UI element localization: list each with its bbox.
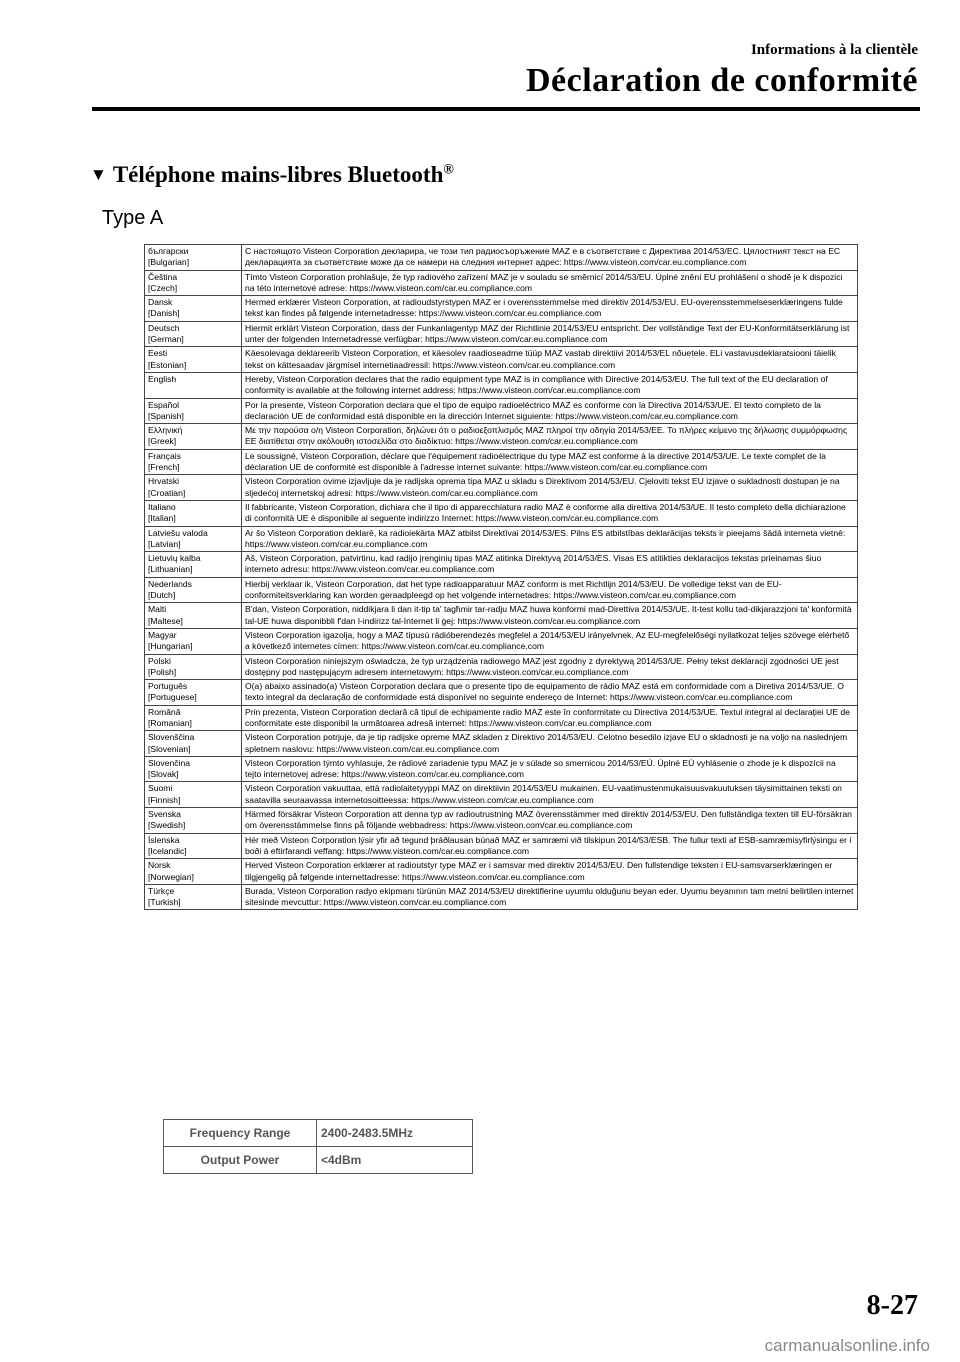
language-cell [145, 884, 242, 910]
language-name: Polski [148, 655, 171, 666]
language-cell [145, 782, 242, 808]
spec-value: 2400-2483.5MHz [317, 1120, 473, 1147]
table-row [145, 245, 858, 271]
language-name: Français [148, 450, 181, 461]
language-name-english: [Croatian] [148, 487, 186, 498]
language-name: Malti [148, 604, 167, 615]
table-row [145, 475, 858, 501]
registered-mark: ® [443, 162, 454, 178]
language-name: Slovenščina [148, 732, 195, 743]
declaration-text: Με την παρούσα ο/η Visteon Corporation, δηλώνει ότι ο ραδιοεξοπλισμός MAZ πληροί την οδηγία 2014/53/ΕΕ. Το πλήρες κείμενο της δήλωσης συμμόρφωσης ΕΕ διατίθεται στην ακόλουθη ιστοσελίδα στο διαδίκτυο: https://www.visteon.com/car.eu.compliance.com [242, 424, 858, 450]
language-name-english: [Romanian] [148, 717, 192, 728]
language-name-english: [German] [148, 334, 184, 345]
language-name: Suomi [148, 783, 173, 794]
language-cell [145, 347, 242, 373]
table-row [145, 782, 858, 808]
language-cell [145, 628, 242, 654]
language-name: Eesti [148, 348, 168, 359]
table-row [145, 321, 858, 347]
spec-key: Output Power [164, 1147, 317, 1174]
language-name: Íslenska [148, 834, 180, 845]
declaration-text: Le soussigné, Visteon Corporation, déclare que l'équipement radioélectrique du type MAZ est conforme à la directive 2014/53/UE. Le texte complet de la déclaration UE de conformité est disponible à l'adresse internet suivante: https://www.visteon.com/car.eu.compliance.com [242, 449, 858, 475]
language-name-english: [Spanish] [148, 410, 184, 421]
table-row [145, 603, 858, 629]
spec-row [164, 1120, 473, 1147]
declaration-text: Aš, Visteon Corporation, patvirtinu, kad radijo įrenginių tipas MAZ atitinka Direktyvą 2014/53/ES. Visas ES atitikties deklaracijos tekstas prieinamas šiuo interneto adresu: https://www.visteon.com/car.eu.compliance.com [242, 552, 858, 578]
declaration-text: Il fabbricante, Visteon Corporation, dichiara che il tipo di apparecchiatura radio MAZ è conforme alla direttiva 2014/53/UE. Il testo completo della dichiarazione di conformità UE è disponibile al seguente indirizzo Internet: https://www.visteon.com/car.eu.compliance.com [242, 500, 858, 526]
language-name-english: [Italian] [148, 513, 176, 524]
declaration-text: Por la presente, Visteon Corporation declara que el tipo de equipo radioeléctrico MAZ es conforme con la Directiva 2014/53/UE. El texto completo de la declaración UE de conformidad está disponible en la dirección Internet siguiente: https://www.visteon.com/car.eu.compliance.com [242, 398, 858, 424]
declaration-text: Visteon Corporation týmto vyhlasuje, že rádiové zariadenie typu MAZ je v súlade so smernicou 2014/53/EÚ. Úplné EÚ vyhlásenie o zhode je k dispozícii na tejto internetovej adrese: https://www.visteon.com/car.eu.compliance.com [242, 756, 858, 782]
language-name-english: [Slovak] [148, 769, 179, 780]
table-row [145, 859, 858, 885]
language-cell [145, 424, 242, 450]
language-name-english: [Portuguese] [148, 692, 197, 703]
language-name-english: [Hungarian] [148, 641, 193, 652]
language-name: Dansk [148, 297, 173, 308]
triangle-down-icon: ▼ [90, 165, 107, 184]
language-name-english: [Icelandic] [148, 845, 187, 856]
language-cell [145, 705, 242, 731]
watermark: carmanualsonline.info [764, 1336, 930, 1355]
spec-row [164, 1147, 473, 1174]
declaration-text: Burada, Visteon Corporation radyo ekipmanı türünün MAZ 2014/53/EU direktiflerine uyumlu olduğunu beyan eder. Uyumu beyanının tam metni belirtilen internet sitesinde mevcuttur: https://www.visteon.com/car.eu.compliance.com [242, 884, 858, 910]
declaration-text: Härmed försäkrar Visteon Corporation att denna typ av radioutrustning MAZ överensstämmer med direktiv 2014/53/EU. Den fullständiga texten till EU-försäkran om överensstämmelse finns på följande webbadress: https://www.visteon.com/car.eu.compliance.com [242, 808, 858, 834]
language-name-english: [Maltese] [148, 615, 183, 626]
table-row [145, 884, 858, 910]
table-row [145, 654, 858, 680]
table-row [145, 756, 858, 782]
page-title: Déclaration de conformité [525, 62, 918, 99]
declaration-text: Ar šo Visteon Corporation deklarē, ka radioiekārta MAZ atbilst Direktīvai 2014/53/ES. Pilns ES atbilstības deklarācijas teksts ir pieejams šādā interneta vietnē: https://www.visteon.com/car.eu.compliance.com [242, 526, 858, 552]
language-name-english: [Polish] [148, 666, 177, 677]
language-name: Ελληνική [148, 425, 183, 436]
spec-value: <4dBm [317, 1147, 473, 1174]
page-number: 8-27 [866, 1290, 918, 1321]
table-row [145, 577, 858, 603]
language-cell [145, 321, 242, 347]
declaration-text: Visteon Corporation ovime izjavljuje da je radijska oprema tipa MAZ u skladu s Direktivom 2014/53/EU. Cjeloviti tekst EU izjave o sukladnosti dostupan je na sljedećoj internetskoj adresi: https://www.visteon.com/car.eu.compliance.com [242, 475, 858, 501]
declaration-text: Hiermit erklärt Visteon Corporation, dass der Funkanlagentyp MAZ der Richtlinie 2014/53/EU entspricht. Der vollständige Text der EU-Konformitätserklärung ist unter der folgenden Internetadresse verfügbar: https://www.visteon.com/car.eu.compliance.com [242, 321, 858, 347]
header-subtitle: Informations à la clientèle [750, 42, 918, 58]
language-cell [145, 859, 242, 885]
language-cell [145, 296, 242, 322]
table-row [145, 398, 858, 424]
language-cell [145, 552, 242, 578]
language-name: Deutsch [148, 322, 180, 333]
language-name: Svenska [148, 809, 181, 820]
language-name: Lietuvių kalba [148, 553, 201, 564]
language-cell [145, 398, 242, 424]
spec-key: Frequency Range [164, 1120, 317, 1147]
language-cell [145, 680, 242, 706]
language-name-english: [Greek] [148, 436, 177, 447]
type-label: Type A [102, 207, 164, 229]
declaration-text: Visteon Corporation potrjuje, da je tip radijske opreme MAZ skladen z Direktivo 2014/53/EU. Celotno besedilo izjave EU o skladnosti je na voljo na naslednjem spletnem naslovu: https://www.visteon.com/car.eu.compliance.com [242, 731, 858, 757]
table-row [145, 526, 858, 552]
declaration-text: Käesolevaga deklareerib Visteon Corporation, et käesolev raadioseadme tüüp MAZ vastab direktiivi 2014/53/EL nõuetele. ELi vastavusdeklaratsiooni täielik tekst on kättesaadav järgmisel internetiaadressil: https://www.visteon.com/car.eu.compliance.com [242, 347, 858, 373]
language-name-english: [Bulgarian] [148, 257, 190, 268]
declaration-text: Visteon Corporation niniejszym oświadcza, że typ urządzenia radiowego MAZ jest zgodny z dyrektywą 2014/53/UE. Pełny tekst deklaracji zgodności UE jest dostępny pod następującym adresem internetowym: https://www.visteon.com/car.eu.compliance.com [242, 654, 858, 680]
language-name-english: [Finnish] [148, 794, 181, 805]
language-cell [145, 449, 242, 475]
declaration-text: Hereby, Visteon Corporation declares that the radio equipment type MAZ is in compliance with Directive 2014/53/EU. The full text of the EU declaration of conformity is available at the following internet address: https://www.visteon.com/car.eu.compliance.com [242, 372, 858, 398]
language-name-english: [Turkish] [148, 897, 181, 908]
language-cell [145, 808, 242, 834]
declaration-table [144, 244, 858, 910]
declaration-text: Herved Visteon Corporation erklærer at radioutstyr type MAZ er i samsvar med direktiv 2014/53/EU. Den fullstendige teksten i EU-samsvarserklæringen er tilgjengelig på følgende internettadresse: https://www.visteon.com/car.eu.compliance.com [242, 859, 858, 885]
declaration-text: Prin prezenta, Visteon Corporation declară că tipul de echipamente radio MAZ este în conformitate cu Directiva 2014/53/UE. Textul integral al declarației UE de conformitate este disponibil la următoarea adresă internet: https://www.visteon.com/car.eu.compliance.com [242, 705, 858, 731]
language-cell [145, 654, 242, 680]
language-cell [145, 731, 242, 757]
language-name: български [148, 246, 189, 256]
language-name: Slovenčina [148, 757, 191, 768]
table-row [145, 680, 858, 706]
language-name: Português [148, 681, 188, 692]
declaration-text: Hér með Visteon Corporation lýsir yfir að tegund þráðlausan búnað MAZ er samræmi við tilskipun 2014/53/ESB. The fullur texti af ESB-samræmisyfirlýsingu er í boði á eftirfarandi veffang: https://www.visteon.com/car.eu.compliance.com [242, 833, 858, 859]
language-name: Čeština [148, 271, 178, 282]
table-row [145, 372, 858, 398]
language-name-english: [Latvian] [148, 538, 181, 549]
language-name: Română [148, 706, 181, 717]
table-row [145, 424, 858, 450]
table-row [145, 552, 858, 578]
language-name-english: [French] [148, 462, 180, 473]
language-cell [145, 603, 242, 629]
language-name: Magyar [148, 629, 177, 640]
table-row [145, 833, 858, 859]
table-row [145, 731, 858, 757]
table-row [145, 347, 858, 373]
table-row [145, 270, 858, 296]
language-name: Español [148, 399, 180, 410]
language-cell [145, 500, 242, 526]
language-name: Italiano [148, 501, 176, 512]
declaration-text: B'dan, Visteon Corporation, niddikjara li dan it-tip ta' tagħmir tar-radju MAZ huwa konformi mad-Direttiva 2014/53/UE. It-test kollu tad-dikjarazzjoni ta' konformità tal-UE huwa disponibbli f'dan l-indirizz tal-Internet li ġej: https://www.visteon.com/car.eu.compliance.com [242, 603, 858, 629]
declaration-text: С настоящото Visteon Corporation декларира, че този тип радиосъоръжение MAZ е в съответствие с Директива 2014/53/ЕС. Цялостният текст на ЕС декларацията за съответствие може да се намери на следния интернет адрес: https://www.visteon.com/car.eu.compliance.com [242, 245, 858, 271]
language-cell [145, 756, 242, 782]
language-cell [145, 270, 242, 296]
table-row [145, 705, 858, 731]
language-name: Türkçe [148, 885, 175, 896]
language-cell [145, 245, 242, 271]
declaration-text: Hermed erklærer Visteon Corporation, at radioudstyrstypen MAZ er i overensstemmelse med direktiv 2014/53/EU. EU-overensstemmelseserklæringens fulde tekst kan findes på følgende internetadresse: https://www.visteon.com/car.eu.compliance.com [242, 296, 858, 322]
table-row [145, 449, 858, 475]
language-name-english: [Estonian] [148, 359, 187, 370]
language-name: Norsk [148, 860, 171, 871]
language-name: Hrvatski [148, 476, 180, 487]
declaration-text: O(a) abaixo assinado(a) Visteon Corporation declara que o presente tipo de equipamento de rádio MAZ está em conformidade com a Diretiva 2014/53/UE. O texto integral da declaração de conformidade está disponível no seguinte endereço de Internet: https://www.visteon.com/car.eu.compliance.com [242, 680, 858, 706]
language-name-english: [Slovenian] [148, 743, 191, 754]
table-row [145, 500, 858, 526]
section-heading [90, 162, 454, 188]
language-name-english: [Danish] [148, 308, 180, 319]
language-cell [145, 526, 242, 552]
language-name-english: [Lithuanian] [148, 564, 193, 575]
table-row [145, 808, 858, 834]
section-title: Téléphone mains-libres Bluetooth [112, 162, 444, 187]
language-cell [145, 833, 242, 859]
spec-table [163, 1119, 473, 1174]
language-cell [145, 372, 242, 398]
header-rule [92, 107, 920, 111]
declaration-text: Visteon Corporation vakuuttaa, että radiolaitetyyppi MAZ on direktiivin 2014/53/EU mukainen. EU-vaatimustenmukaisuusvakuutuksen täysimittainen teksti on saatavilla seuraavassa internetosoitteessa: https://www.visteon.com/car.eu.compliance.com [242, 782, 858, 808]
language-cell [145, 577, 242, 603]
language-name-english: [Dutch] [148, 590, 176, 601]
declaration-text: Visteon Corporation igazolja, hogy a MAZ típusú rádióberendezés megfelel a 2014/53/EU irányelvnek. Az EU-megfelelőségi nyilatkozat teljes szövege elérhető a következő internetes címen: https://www.visteon.com/car.eu.compliance.com [242, 628, 858, 654]
language-name-english: [Swedish] [148, 820, 186, 831]
language-name: English [148, 373, 177, 384]
language-name: Nederlands [148, 578, 192, 589]
language-name-english: [Norwegian] [148, 871, 194, 882]
language-cell [145, 475, 242, 501]
declaration-text: Hierbij verklaar ik, Visteon Corporation, dat het type radioapparatuur MAZ conform is met Richtlijn 2014/53/EU. De volledige tekst van de EU-conformiteitsverklaring kan worden geraadpleegd op het volgende internetadres: https://www.visteon.com/car.eu.compliance.com [242, 577, 858, 603]
table-row [145, 628, 858, 654]
language-name: Latviešu valoda [148, 527, 208, 538]
language-name-english: [Czech] [148, 282, 178, 293]
declaration-text: Tímto Visteon Corporation prohlašuje, že typ radiového zařízení MAZ je v souladu se směrnicí 2014/53/EU. Úplné znění EU prohlášení o shodě je k dispozici na této internetové adrese: https://www.visteon.com/car.eu.compliance.com [242, 270, 858, 296]
table-row [145, 296, 858, 322]
